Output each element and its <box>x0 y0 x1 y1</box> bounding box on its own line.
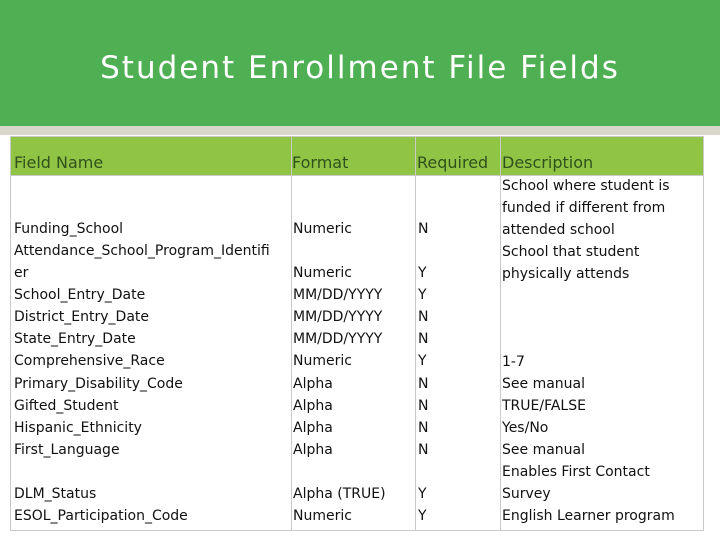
table-cell: MM/DD/YYYY <box>293 309 383 325</box>
table-cell: District_Entry_Date <box>14 309 149 325</box>
table-cell: Alpha <box>293 420 333 436</box>
table-cell: TRUE/FALSE <box>502 398 586 414</box>
header-format: Format <box>292 153 349 172</box>
table-cell: MM/DD/YYYY <box>293 287 383 303</box>
table-cell: N <box>418 309 429 325</box>
table-cell: Gifted_Student <box>14 398 119 414</box>
table-cell: Y <box>418 508 427 524</box>
table-cell: N <box>418 376 429 392</box>
header-description: Description <box>502 153 594 172</box>
table-cell: See manual <box>502 376 585 392</box>
table-cell: DLM_Status <box>14 486 97 502</box>
column-divider <box>415 137 416 530</box>
table-cell: Numeric <box>293 221 352 237</box>
table-cell: Survey <box>502 486 551 502</box>
table-cell: Alpha (TRUE) <box>293 486 386 502</box>
table-cell: N <box>418 442 429 458</box>
table-cell: N <box>418 420 429 436</box>
table-cell: N <box>418 331 429 347</box>
table-cell: Y <box>418 265 427 281</box>
column-divider <box>291 137 292 530</box>
table-cell: ESOL_Participation_Code <box>14 508 188 524</box>
table-cell: First_Language <box>14 442 120 458</box>
table-cell: School_Entry_Date <box>14 287 146 303</box>
table-cell: Comprehensive_Race <box>14 353 165 369</box>
table-cell: Primary_Disability_Code <box>14 376 183 392</box>
table-cell: Yes/No <box>502 420 549 436</box>
table-cell: Alpha <box>293 442 333 458</box>
header-field-name: Field Name <box>14 153 104 172</box>
table-cell: Y <box>418 486 427 502</box>
column-divider <box>500 137 501 530</box>
table-cell: Y <box>418 353 427 369</box>
table-cell: Alpha <box>293 398 333 414</box>
table-cell: See manual <box>502 442 585 458</box>
table-cell: State_Entry_Date <box>14 331 136 347</box>
table-cell: N <box>418 398 429 414</box>
table-cell: Numeric <box>293 353 352 369</box>
table-cell: Numeric <box>293 508 352 524</box>
header-divider <box>11 175 703 176</box>
table-cell: physically attends <box>502 266 630 282</box>
table-cell: School that student <box>502 244 640 260</box>
table-cell: er <box>14 265 29 281</box>
table-cell: Hispanic_Ethnicity <box>14 420 142 436</box>
table-cell: Y <box>418 287 427 303</box>
table-cell: 1-7 <box>502 354 525 370</box>
table-cell: attended school <box>502 222 615 238</box>
table-cell: Enables First Contact <box>502 464 650 480</box>
page-title: Student Enrollment File Fields <box>100 50 620 86</box>
title-banner <box>0 0 720 126</box>
table-cell: Funding_School <box>14 221 124 237</box>
banner-divider <box>0 126 720 135</box>
header-required: Required <box>417 153 489 172</box>
table-cell: N <box>418 221 429 237</box>
enrollment-fields-table <box>10 136 704 531</box>
table-cell: funded if different from <box>502 200 666 216</box>
table-cell: Attendance_School_Program_Identifi <box>14 243 270 259</box>
table-cell: English Learner program <box>502 508 675 524</box>
table-cell: School where student is <box>502 178 670 194</box>
table-cell: MM/DD/YYYY <box>293 331 383 347</box>
table-cell: Alpha <box>293 376 333 392</box>
table-header-row <box>11 137 703 175</box>
table-cell: Numeric <box>293 265 352 281</box>
